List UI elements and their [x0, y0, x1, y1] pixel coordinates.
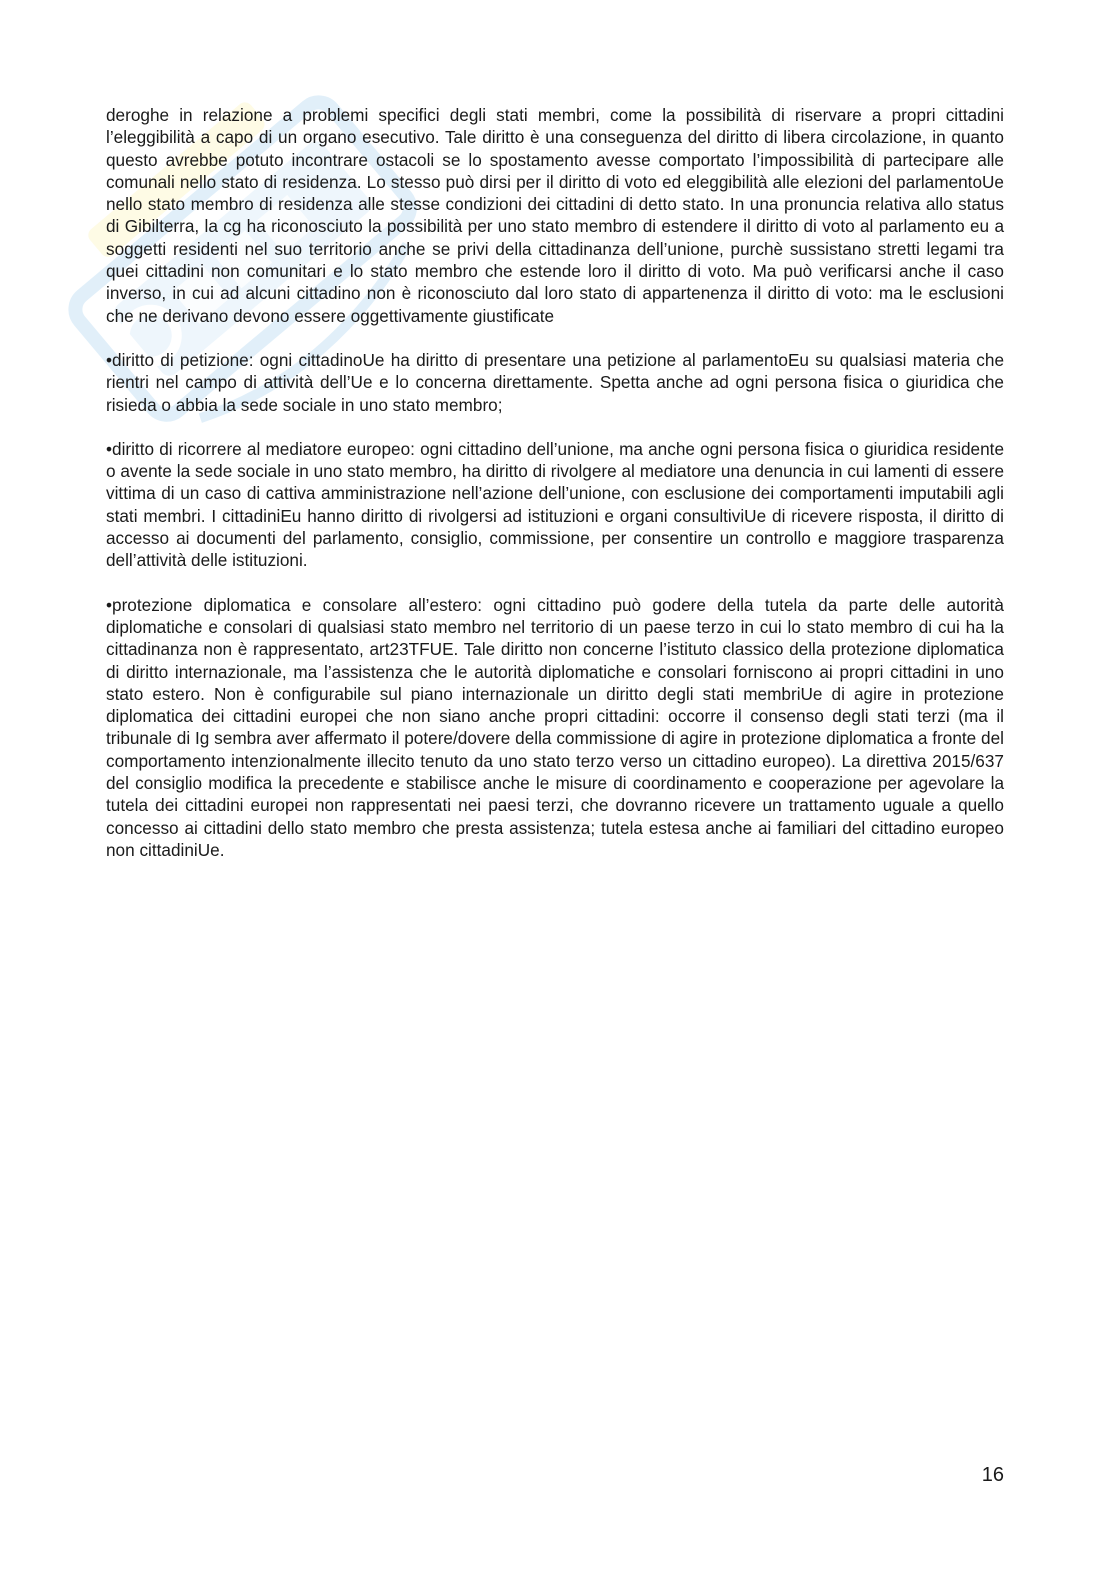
paragraph-diplomatic-protection: •protezione diplomatica e consolare all’estero: ogni cittadino può godere della tutela da parte delle autorità diplomatiche e consolari di qualsiasi stato membro nel territorio di un paese terzo in cui lo stato membro di cui ha la cittadinanza non è rappresentato, art23TFUE. Tale diritto non concerne l’istituto classico della protezione diplomatica di diritto internazionale, ma l’assistenza che le autorità diplomatiche e consolari forniscono ai propri cittadini in uno stato estero. Non è configurabile sul piano internazionale un diritto degli stati membriUe di agire in protezione diplomatica dei cittadini europei che non siano anche propri cittadini: occorre il consenso degli stati terzi (ma il tribunale di Ig sembra aver affermato il potere/dovere della commissione di agire in protezione diplomatica a fronte del comportamento intenzionalmente illecito tenuto da uno stato terzo verso un cittadino europeo). La direttiva 2015/637 del consiglio modifica la precedente e stabilisce anche le misure di coordinamento e cooperazione per agevolare la tutela dei cittadini europei non rappresentati nei paesi terzi, che dovranno ricevere un trattamento uguale a quello concesso ai cittadini dello stato membro che presta assistenza; tutela estesa anche ai familiari del cittadino europeo non cittadiniUe. [106, 594, 1004, 860]
paragraph-petition-right: •diritto di petizione: ogni cittadinoUe ha diritto di presentare una petizione al parlamentoEu su qualsiasi materia che rientri nel campo di attività dell’Ue e lo concerna direttamente. Spetta anche ad ogni persona fisica o giuridica che risieda o abbia la sede sociale in uno stato membro; [106, 349, 1004, 415]
paragraph-voting-rights: deroghe in relazione a problemi specifici degli stati membri, come la possibilità di riservare a propri cittadini l’eleggibilità a capo di un organo esecutivo. Tale diritto è una conseguenza del diritto di libera circolazione, in quanto questo avrebbe potuto incontrare ostacoli se lo spostamento avesse comportato l’impossibilità di partecipare alle comunali nello stato di residenza. Lo stesso può dirsi per il diritto di voto ed eleggibilità alle elezioni del parlamentoUe nello stato membro di residenza alle stesse condizioni dei cittadini di detto stato. In una pronuncia relativa allo status di Gibilterra, la cg ha riconosciuto la possibilità per uno stato membro di estendere il diritto di voto al parlamento eu a soggetti residenti nel suo territorio anche se privi della cittadinanza dell’unione, purchè sussistano stretti legami tra quei cittadini non comunitari e lo stato membro che estende loro il diritto di voto. Ma può verificarsi anche il caso inverso, in cui ad alcuni cittadino non è riconosciuto dal loro stato di appartenenza il diritto di voto: ma le esclusioni che ne derivano devono essere oggettivamente giustificate [106, 105, 1004, 326]
page-number: 16 [981, 1464, 1004, 1486]
paragraph-ombudsman-right: •diritto di ricorrere al mediatore europeo: ogni cittadino dell’unione, ma anche ogni persona fisica o giuridica residente o avente la sede sociale in uno stato membro, ha diritto di rivolgere al mediatore una denuncia in cui lamenti di essere vittima di un caso di cattiva amministrazione nell’azione dell’unione, con esclusione dei comportamenti imputabili agli stati membri. I cittadiniEu hanno diritto di rivolgersi ad istituzioni e organi consultiviUe di ricevere risposta, il diritto di accesso ai documenti del parlamento, consiglio, commissione, per consentire un controllo e maggiore trasparenza dell’attività delle istituzioni. [106, 438, 1004, 571]
document-body [106, 104, 1004, 883]
